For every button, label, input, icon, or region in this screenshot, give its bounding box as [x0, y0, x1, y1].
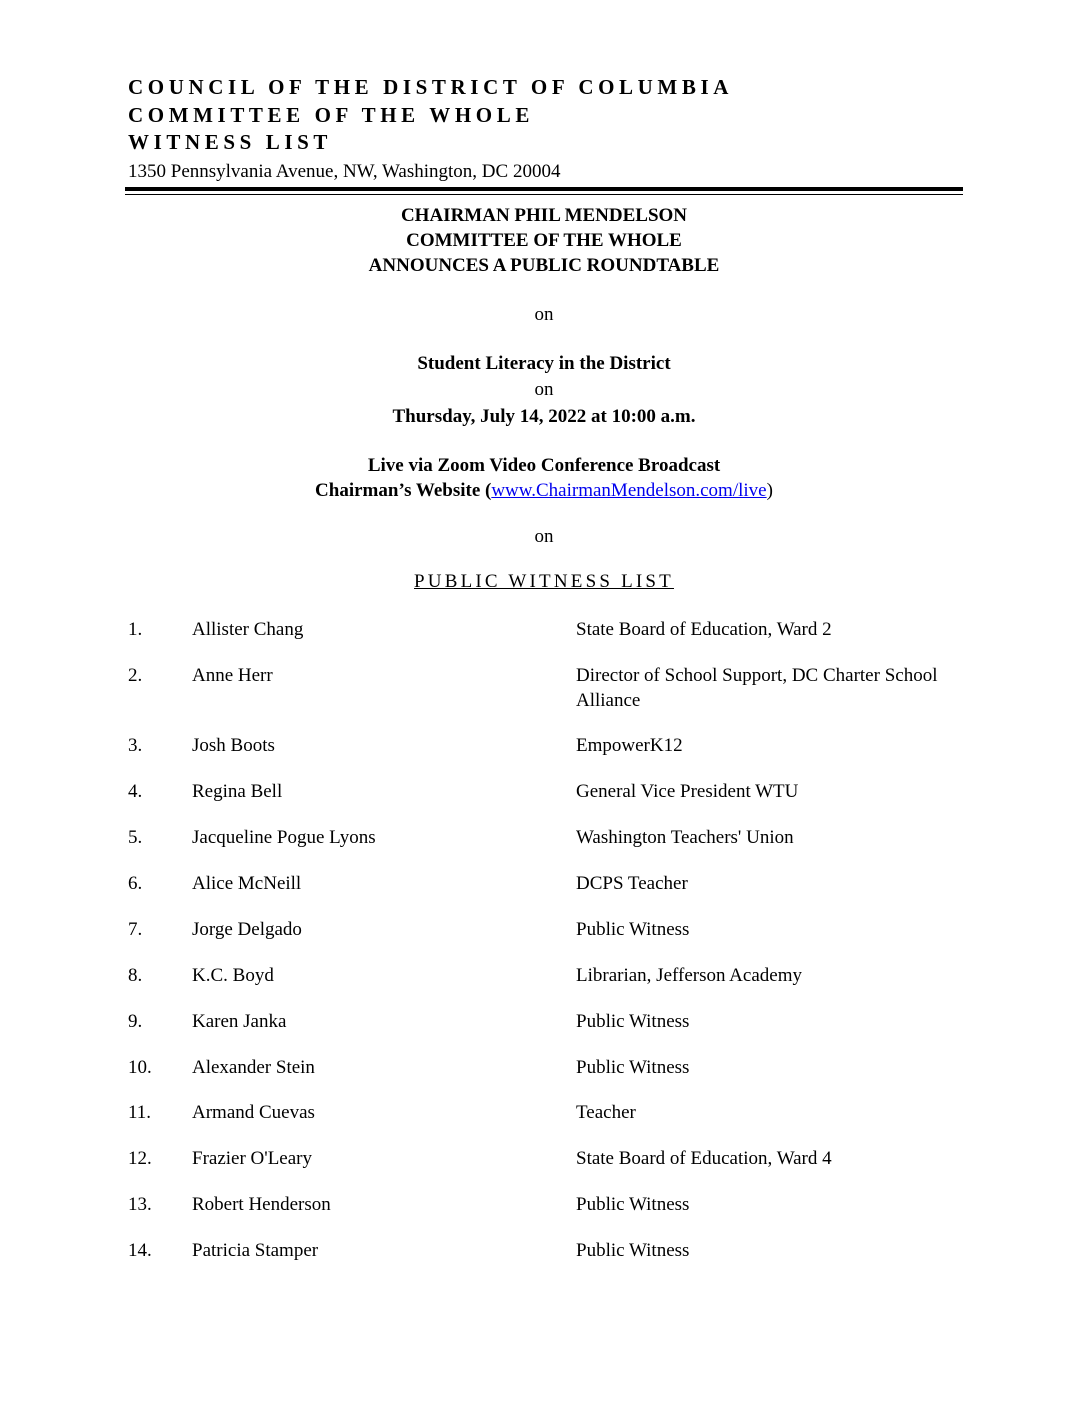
address: 1350 Pennsylvania Avenue, NW, Washington, DC 20004 [128, 160, 561, 182]
witness-name: Jacqueline Pogue Lyons [192, 827, 376, 848]
announcement-line-2: COMMITTEE OF THE WHOLE [406, 230, 682, 251]
witness-name: Armand Cuevas [192, 1102, 315, 1123]
witness-name: Karen Janka [192, 1011, 287, 1032]
document-title: WITNESS LIST [128, 130, 333, 154]
witness-affiliation: State Board of Education, Ward 4 [576, 1148, 832, 1169]
witness-affiliation: Public Witness [576, 1240, 690, 1261]
witness-affiliation: Public Witness [576, 1011, 690, 1032]
announcement-line-1: CHAIRMAN PHIL MENDELSON [400, 205, 688, 226]
witness-number: 10. [128, 1057, 152, 1078]
witness-name: Josh Boots [192, 735, 275, 756]
witness-affiliation: Teacher [576, 1102, 636, 1123]
witness-number: 8. [128, 965, 143, 986]
witness-name: Frazier O'Leary [192, 1148, 312, 1169]
witness-name: Alice McNeill [192, 873, 302, 894]
on-text-3: on [534, 526, 554, 547]
website-suffix: ) [766, 480, 773, 501]
witness-affiliation: Public Witness [576, 919, 690, 940]
witness-affiliation: DCPS Teacher [576, 873, 688, 894]
witness-affiliation: Librarian, Jefferson Academy [576, 965, 802, 986]
witness-affiliation: EmpowerK12 [576, 735, 683, 756]
witness-affiliation: State Board of Education, Ward 2 [576, 619, 832, 640]
roundtable-topic: Student Literacy in the District [417, 353, 671, 374]
witness-name: Patricia Stamper [192, 1240, 319, 1261]
council-title: COUNCIL OF THE DISTRICT OF COLUMBIA [128, 75, 733, 99]
witness-number: 3. [128, 735, 143, 756]
witness-number: 6. [128, 873, 143, 894]
witness-number: 1. [128, 619, 143, 640]
witness-name: Regina Bell [192, 781, 283, 802]
witness-list-heading: PUBLIC WITNESS LIST [414, 571, 674, 592]
website-prefix: Chairman’s Website ( [315, 480, 492, 501]
witness-affiliation: General Vice President WTU [576, 781, 799, 802]
broadcast-notice: Live via Zoom Video Conference Broadcast [367, 455, 721, 476]
witness-name: Allister Chang [192, 619, 304, 640]
witness-affiliation: Washington Teachers' Union [576, 827, 794, 848]
witness-affiliation: Director of School Support, DC Charter School Alliance [576, 665, 938, 711]
witness-number: 7. [128, 919, 143, 940]
witness-name: K.C. Boyd [192, 965, 274, 986]
announcement-line-3: ANNOUNCES A PUBLIC ROUNDTABLE [368, 255, 720, 276]
on-text-2: on [534, 379, 554, 400]
witness-number: 14. [128, 1240, 152, 1261]
witness-name: Alexander Stein [192, 1057, 315, 1078]
witness-affiliation: Public Witness [576, 1194, 690, 1215]
witness-affiliation: Public Witness [576, 1057, 690, 1078]
witness-number: 2. [128, 665, 143, 686]
witness-number: 5. [128, 827, 143, 848]
witness-number: 11. [128, 1102, 152, 1123]
witness-name: Jorge Delgado [192, 919, 302, 940]
witness-number: 4. [128, 781, 143, 802]
witness-number: 9. [128, 1011, 143, 1032]
on-text-1: on [534, 304, 554, 325]
witness-number: 13. [128, 1194, 152, 1215]
roundtable-datetime: Thursday, July 14, 2022 at 10:00 a.m. [392, 406, 696, 427]
committee-title: COMMITTEE OF THE WHOLE [128, 102, 534, 127]
witness-name: Robert Henderson [192, 1194, 331, 1215]
website-link[interactable]: www.ChairmanMendelson.com/live [491, 480, 767, 501]
witness-number: 12. [128, 1148, 152, 1169]
witness-name: Anne Herr [192, 665, 273, 686]
